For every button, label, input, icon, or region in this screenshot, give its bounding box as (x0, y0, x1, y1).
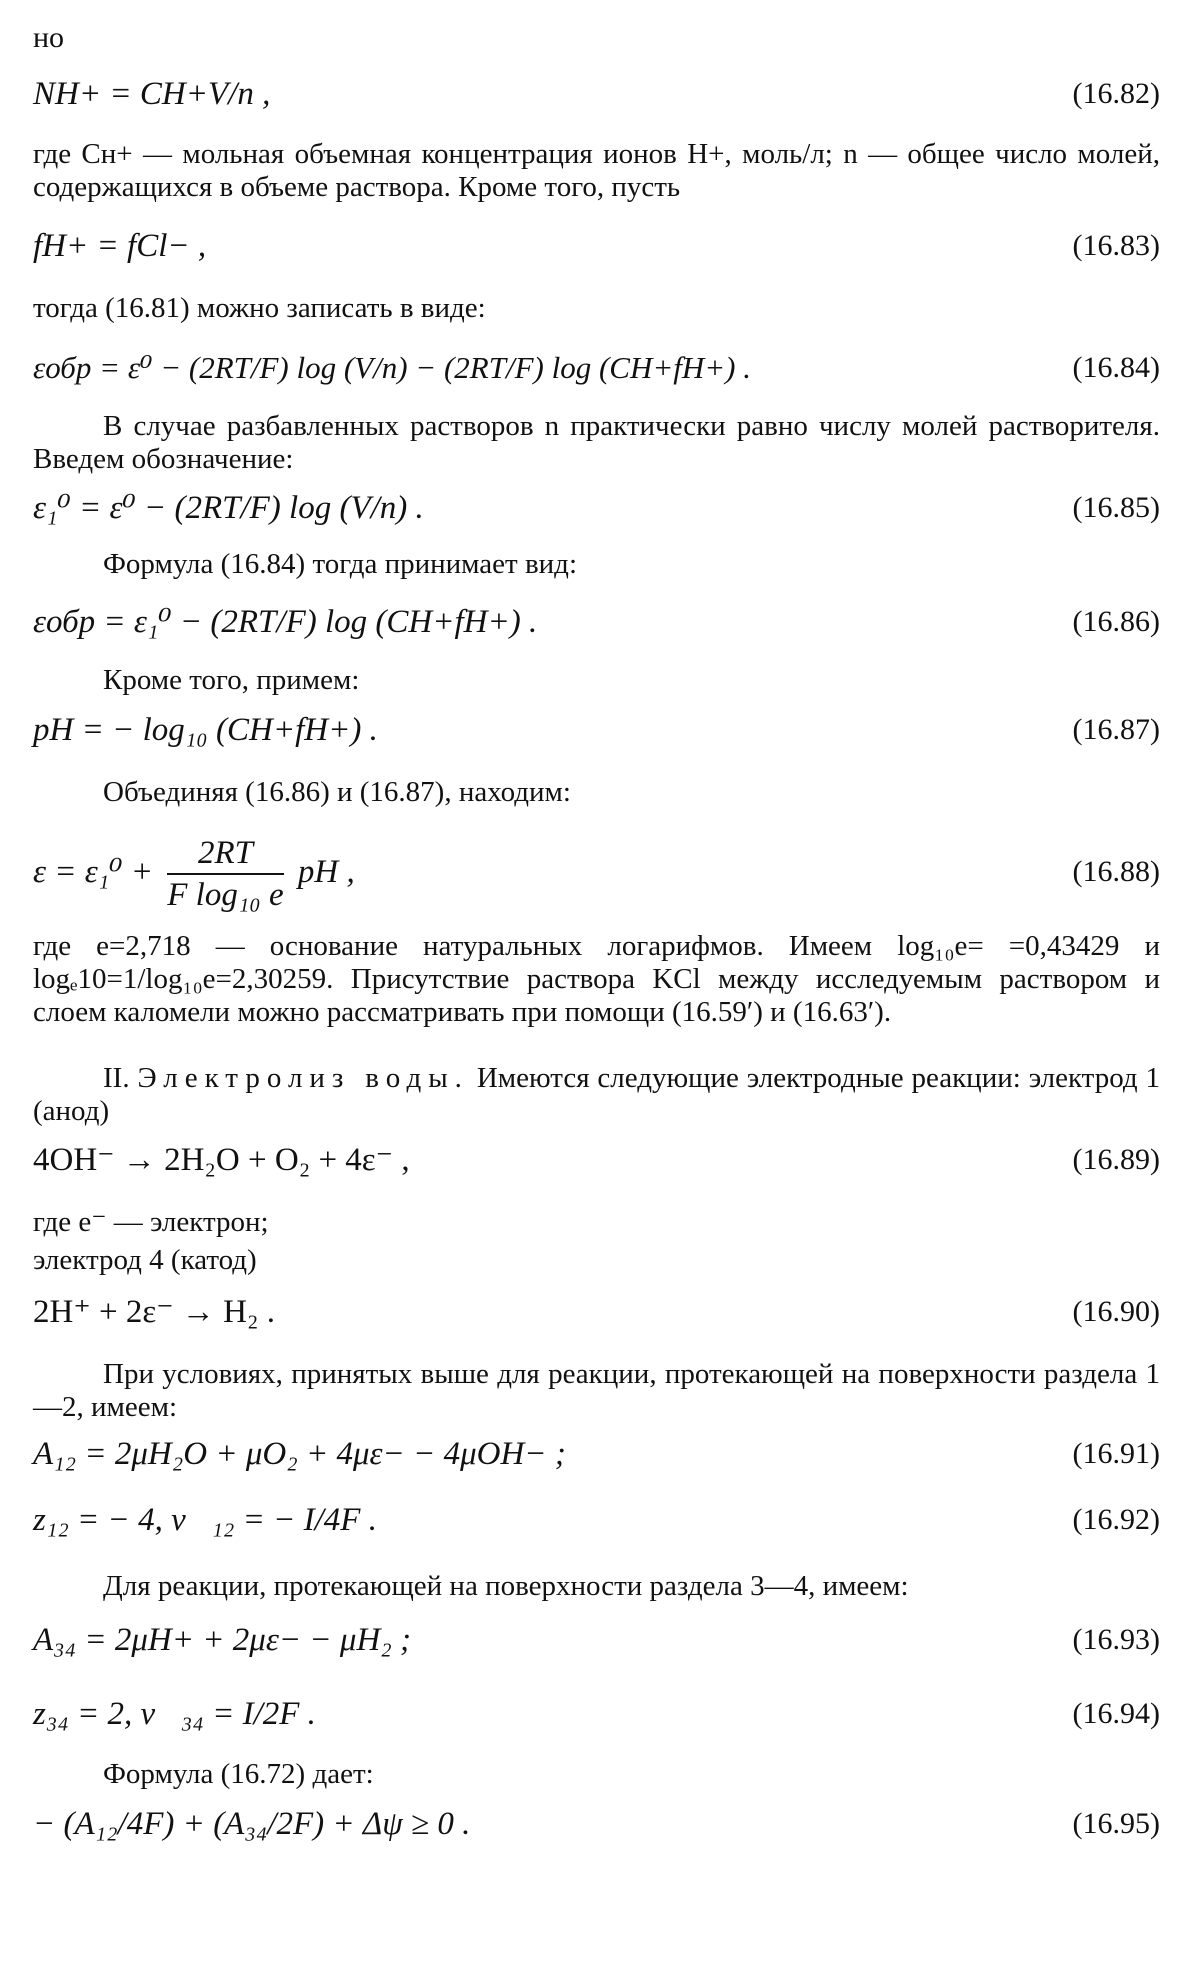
equation: NH+ = CH+V/n , (33, 76, 271, 112)
paragraph: Формула (16.84) тогда принимает вид: (103, 548, 577, 580)
paragraph: Кроме того, примем: (103, 664, 360, 696)
text-line: но (33, 21, 65, 54)
paragraph: Объединяя (16.86) и (16.87), находим: (103, 776, 571, 808)
section-number: II. (103, 1062, 130, 1094)
equation: A₁₂ = 2μH₂O + μO₂ + 4με− − 4μOH− ; (33, 1436, 566, 1472)
equation: − (A₁₂/4F) + (A₃₄/2F) + Δψ ≥ 0 . (33, 1806, 471, 1842)
equation-row (33, 1616, 1160, 1664)
equation-number: (16.88) (1072, 855, 1160, 888)
equation-row (33, 1496, 1160, 1544)
equation-number: (16.84) (1072, 351, 1160, 384)
equation-row (33, 484, 1160, 532)
equation-row (33, 598, 1160, 646)
equation (33, 824, 355, 920)
equation-lhs: ε = ε₁⁰ + (33, 854, 153, 890)
equation: fH+ = fCl− , (33, 228, 207, 264)
equation-row (33, 222, 1160, 270)
paragraph: При условиях, принятых выше для реакции, протекающей на поверхности раздела 1—2, имеем: (33, 1358, 1160, 1423)
equation: z₁₂ = − 4, v⃗₁₂ = − I/4F . (33, 1502, 377, 1538)
section-text: Имеются следующие электродные реакции: электрод 1 (анод) (33, 1062, 1161, 1127)
paragraph (33, 1062, 1160, 1128)
equation-number: (16.82) (1072, 77, 1160, 110)
equation-number: (16.90) (1072, 1295, 1160, 1328)
equation-row (33, 1288, 1160, 1336)
equation-number: (16.85) (1072, 491, 1160, 524)
equation-row (33, 824, 1160, 920)
equation-row (33, 706, 1160, 754)
paragraph: где e=2,718 — основание натуральных логарифмов. Имеем log₁₀e= =0,43429 и logₑ10=1/log₁₀e=2,30259. Присутствие раствора KCl между исследуемым раствором и слоем каломели можно рассматривать при помощи (16.59′) и (16.63′). (33, 930, 1160, 1028)
equation-row (33, 1430, 1160, 1478)
equation-rhs: pH , (297, 854, 355, 890)
equation-number: (16.91) (1072, 1437, 1160, 1470)
equation-row (33, 70, 1160, 118)
paragraph: где e⁻ — электрон; (33, 1206, 269, 1238)
equation-row (33, 344, 1160, 392)
equation-number: (16.89) (1072, 1143, 1160, 1176)
equation-row (33, 1800, 1160, 1848)
equation: 4OH⁻ → 2H₂O + O₂ + 4ε⁻ , (33, 1142, 410, 1178)
equation: 2H⁺ + 2ε⁻ → H₂ . (33, 1294, 275, 1330)
equation-number: (16.92) (1072, 1503, 1160, 1536)
paragraph: электрод 4 (катод) (33, 1244, 257, 1276)
paragraph: Для реакции, протекающей на поверхности раздела 3—4, имеем: (103, 1570, 909, 1602)
equation-number: (16.83) (1072, 229, 1160, 262)
equation-number: (16.94) (1072, 1697, 1160, 1730)
paragraph: Формула (16.72) дает: (103, 1758, 374, 1790)
equation-row (33, 1136, 1160, 1184)
fraction-numerator: 2RT (167, 833, 283, 875)
equation-number: (16.93) (1072, 1623, 1160, 1656)
equation-row (33, 1690, 1160, 1738)
paragraph: где Cн+ — мольная объемная концентрация ионов H+, моль/л; n — общее число молей, содержащихся в объеме раствора. Кроме того, пусть (33, 138, 1160, 203)
fraction (167, 833, 283, 915)
equation-number: (16.95) (1072, 1807, 1160, 1840)
equation: εобр = ε₁⁰ − (2RT/F) log (CH+fH+) . (33, 604, 538, 640)
fraction-denominator: F log₁₀ e (167, 877, 284, 914)
equation: ε₁⁰ = ε⁰ − (2RT/F) log (V/n) . (33, 490, 424, 526)
paragraph: В случае разбавленных растворов n практически равно числу молей растворителя. Введем обозначение: (33, 410, 1160, 475)
section-heading: Электролиз воды. (137, 1062, 469, 1094)
paragraph: тогда (16.81) можно записать в виде: (33, 292, 486, 324)
equation: A₃₄ = 2μH+ + 2με− − μH₂ ; (33, 1622, 412, 1658)
equation-number: (16.86) (1072, 605, 1160, 638)
equation: pH = − log₁₀ (CH+fH+) . (33, 712, 378, 748)
equation-number: (16.87) (1072, 713, 1160, 746)
equation: z₃₄ = 2, v⃗₃₄ = I/2F . (33, 1696, 316, 1732)
equation: εобр = ε⁰ − (2RT/F) log (V/n) − (2RT/F) log (CH+fH+) . (33, 350, 752, 385)
